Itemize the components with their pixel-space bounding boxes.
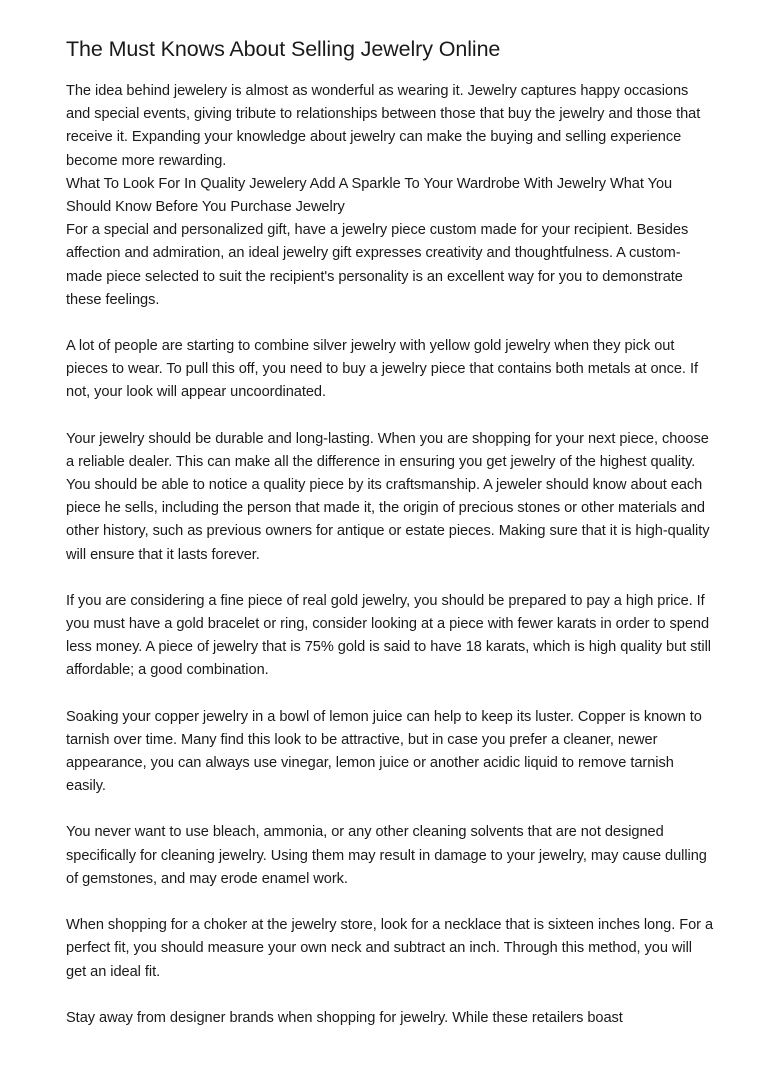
- paragraph-durable-jewelry: Your jewelry should be durable and long-lasting. When you are shopping for your next piece, choose a reliable dealer. This can make all the difference in ensuring you get jewelry of the highest quality. You should be able to notice a quality piece by its craftsmanship. A jeweler should know about each piece he sells, including the person that made it, the origin of precious stones or other materials and other history, such as previous owners for antique or estate pieces. Making sure that it is high-quality will ensure that it lasts forever.: [66, 430, 710, 563]
- paragraph-designer-brands: Stay away from designer brands when shopping for jewelry. While these retailers boast: [66, 1009, 623, 1026]
- paragraph-gold-karats: If you are considering a fine piece of real gold jewelry, you should be prepared to pay a high price. If you must have a gold bracelet or ring, consider looking at a piece with fewer karats in order to spend less money. A piece of jewelry that is 75% gold is said to have 18 karats, which is high quality but still affordable; a good combination.: [66, 592, 711, 679]
- document-page: [66, 34, 716, 1030]
- paragraph-mixed-metals: A lot of people are starting to combine silver jewelry with yellow gold jewelry when they pick out pieces to wear. To pull this off, you need to buy a jewelry piece that contains both metals at once. If not, your look will appear uncoordinated.: [66, 338, 698, 401]
- paragraph-related-links: What To Look For In Quality Jewelery Add A Sparkle To Your Wardrobe With Jewelry What You Should Know Before You Purchase Jewelry: [66, 175, 673, 216]
- paragraph-spacer: [66, 567, 716, 590]
- paragraph-spacer: [66, 891, 716, 914]
- paragraph-spacer: [66, 984, 716, 1007]
- paragraph-intro: The idea behind jewelery is almost as wonderful as wearing it. Jewelry captures happy occasions and special events, giving tribute to relationships between those that buy the jewelry and those that receive it. Expanding your knowledge about jewelry can make the buying and selling experience become more rewarding.: [66, 83, 701, 169]
- paragraph-copper-care: Soaking your copper jewelry in a bowl of lemon juice can help to keep its luster. Copper is known to tarnish over time. Many find this look to be attractive, but in case you prefer a cleaner, newer appearance, you can always use vinegar, lemon juice or another acidic liquid to remove tarnish easily.: [66, 708, 702, 795]
- paragraph-spacer: [66, 405, 716, 428]
- paragraph-spacer: [66, 798, 716, 821]
- document-title: The Must Knows About Selling Jewelry Online: [66, 37, 501, 61]
- paragraph-spacer: [66, 683, 716, 706]
- paragraph-cleaning-solvents: You never want to use bleach, ammonia, or any other cleaning solvents that are not designed specifically for cleaning jewelry. Using them may result in damage to your jewelry, may cause dulling of gemstones, and may erode enamel work.: [66, 824, 707, 887]
- paragraph-custom-gift: For a special and personalized gift, have a jewelry piece custom made for your recipient. Besides affection and admiration, an ideal jewelry gift expresses creativity and thoughtfulness. A custom-made piece selected to suit the recipient's personality is an excellent way for you to demonstrate these feelings.: [66, 222, 689, 308]
- paragraph-choker-length: When shopping for a choker at the jewelry store, look for a necklace that is sixteen inches long. For a perfect fit, you should measure your own neck and subtract an inch. Through this method, you will get an ideal fit.: [66, 917, 714, 980]
- paragraph-spacer: [66, 312, 716, 335]
